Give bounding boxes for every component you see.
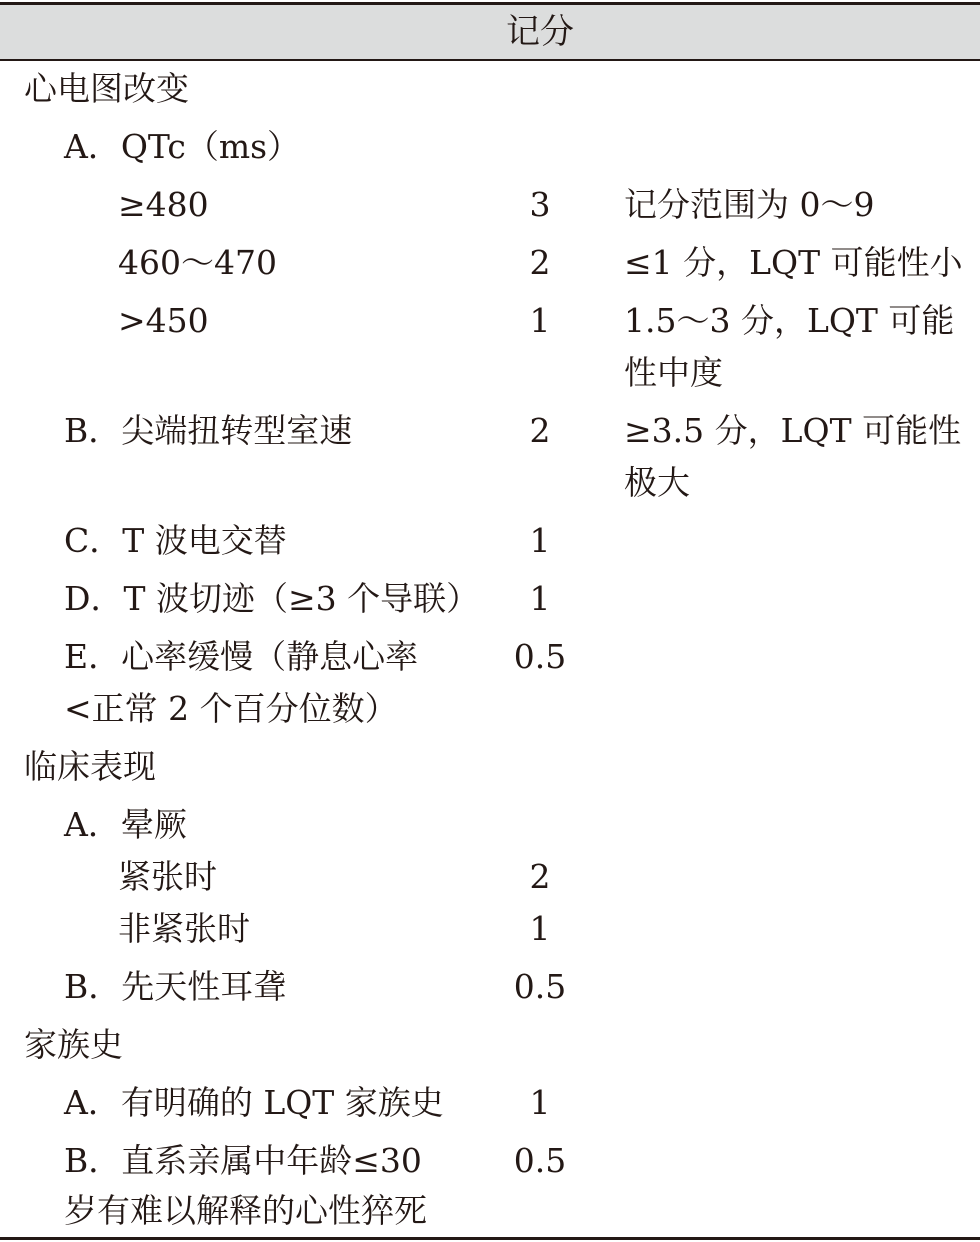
- note-high-probability-line1: ≥3.5 分，LQT 可能性: [624, 411, 962, 450]
- table-header-band: [0, 5, 980, 59]
- family-scd-label-line2: 岁有难以解释的心性猝死: [64, 1191, 427, 1230]
- syncope-nonstress-score: 1: [529, 909, 551, 948]
- qtc-label: A．QTc（ms）: [64, 127, 301, 166]
- syncope-label: A．晕厥: [64, 805, 187, 844]
- qtc-460-score: 2: [529, 243, 551, 282]
- note-mid-probability-line1: 1.5～3 分，LQT 可能: [624, 301, 955, 340]
- twave-alternans-label: C．T 波电交替: [64, 521, 287, 560]
- family-lqt-score: 1: [529, 1083, 551, 1122]
- deafness-score: 0.5: [513, 967, 567, 1006]
- family-scd-label-line1: B．直系亲属中年龄≤30: [64, 1141, 422, 1180]
- header-divider-rule: [0, 59, 980, 61]
- note-mid-probability-line2: 性中度: [624, 353, 723, 392]
- syncope-stress-score: 2: [529, 857, 551, 896]
- tdp-score: 2: [529, 411, 551, 450]
- qtc-450-label: >450: [118, 301, 209, 340]
- syncope-stress-label: 紧张时: [118, 857, 217, 896]
- note-low-probability: ≤1 分，LQT 可能性小: [624, 243, 963, 282]
- qtc-450-score: 1: [529, 301, 551, 340]
- clinical-section-heading: 临床表现: [24, 747, 156, 786]
- qtc-480-label: ≥480: [118, 185, 209, 224]
- ecg-section-heading: 心电图改变: [24, 69, 189, 108]
- family-scd-score: 0.5: [513, 1141, 567, 1180]
- qtc-460-label: 460～470: [118, 243, 277, 282]
- note-high-probability-line2: 极大: [624, 463, 690, 502]
- twave-notch-label: D．T 波切迹（≥3 个导联）: [64, 579, 480, 618]
- family-lqt-label: A．有明确的 LQT 家族史: [64, 1083, 444, 1122]
- note-score-range: 记分范围为 0～9: [624, 185, 875, 224]
- tdp-label: B．尖端扭转型室速: [64, 411, 353, 450]
- twave-alternans-score: 1: [529, 521, 551, 560]
- bradycardia-label-line2: <正常 2 个百分位数）: [64, 689, 398, 728]
- family-section-heading: 家族史: [24, 1025, 123, 1064]
- deafness-label: B．先天性耳聋: [64, 967, 287, 1006]
- qtc-480-score: 3: [529, 185, 551, 224]
- syncope-nonstress-label: 非紧张时: [118, 909, 250, 948]
- score-column-header: 记分: [506, 12, 574, 52]
- twave-notch-score: 1: [529, 579, 551, 618]
- table-bottom-rule: [0, 1237, 980, 1240]
- bradycardia-label-line1: E．心率缓慢（静息心率: [64, 637, 419, 676]
- bradycardia-score: 0.5: [513, 637, 567, 676]
